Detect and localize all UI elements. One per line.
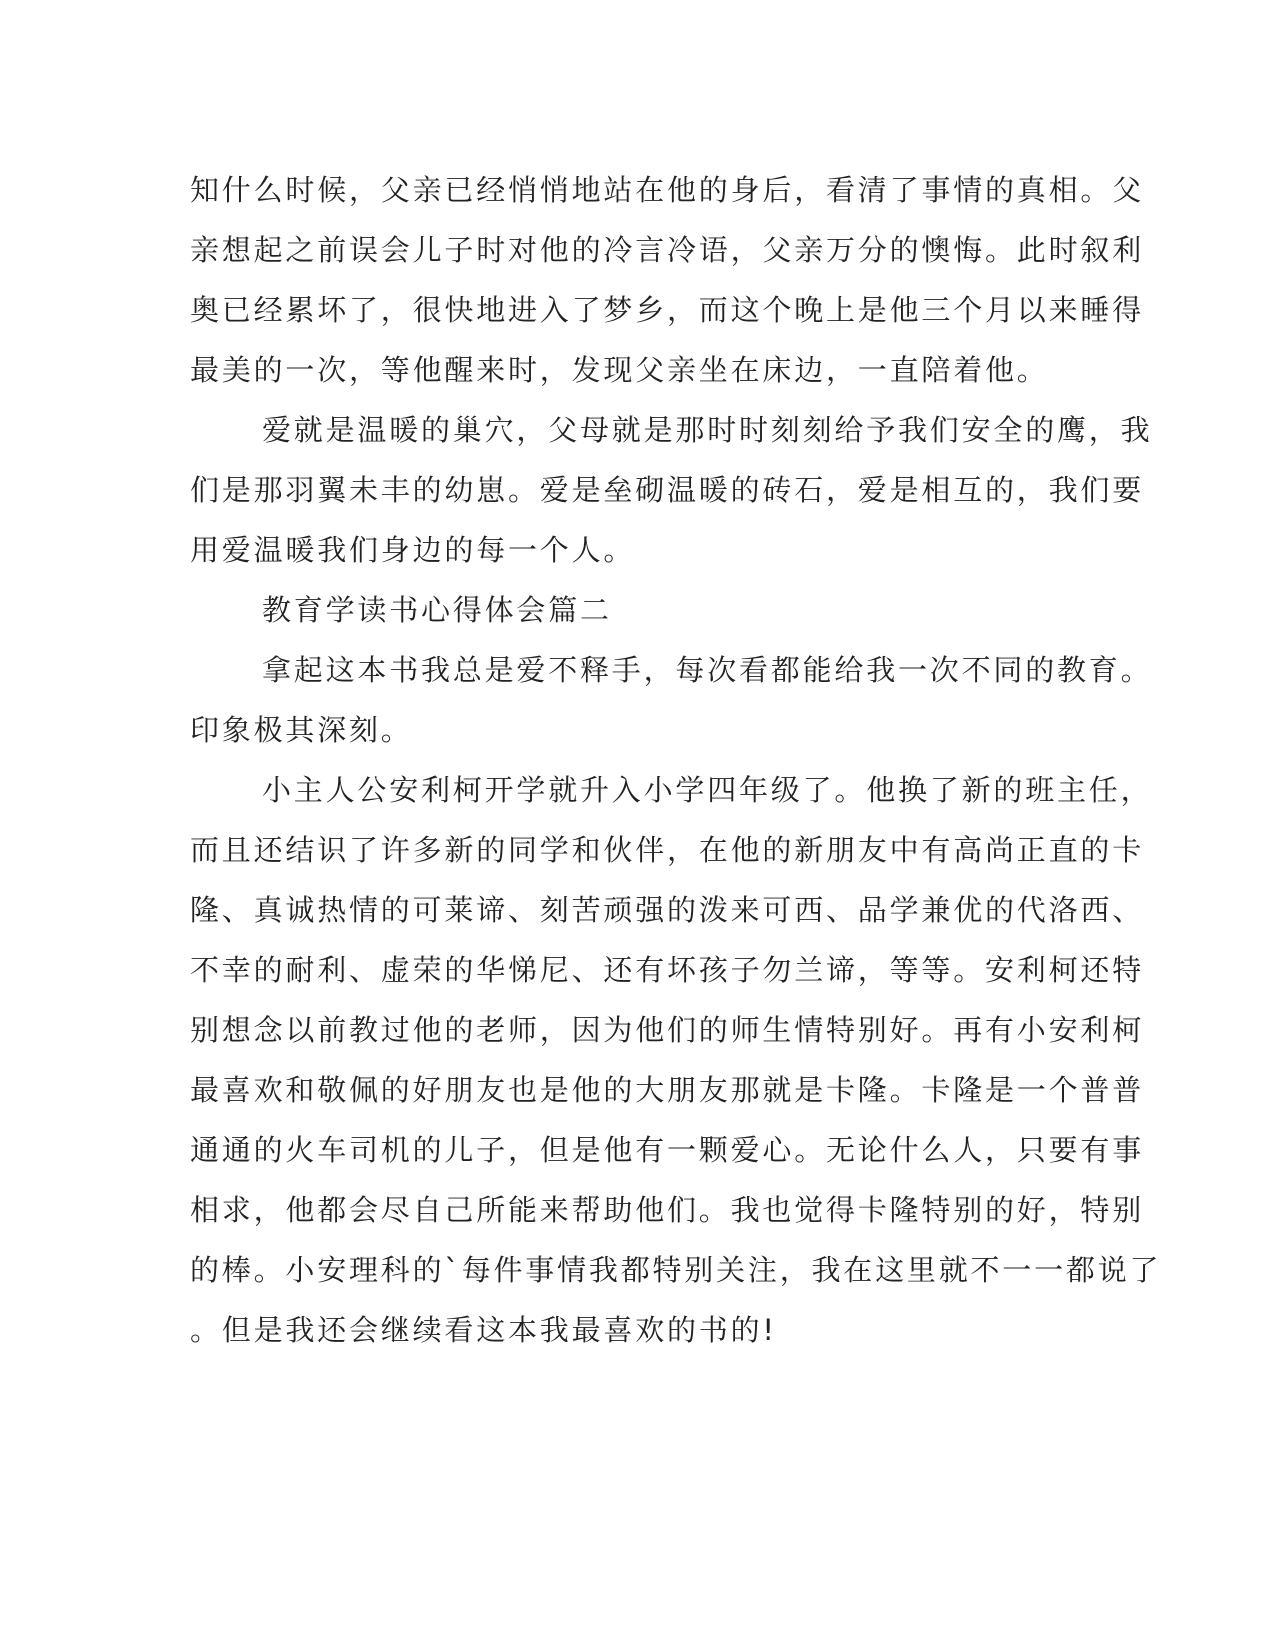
paragraph-first-line: 拿起这本书我总是爱不释手，每次看都能给我一次不同的教育。 bbox=[262, 653, 1153, 687]
text-line: 知什么时候，父亲已经悄悄地站在他的身后，看清了事情的真相。父 bbox=[190, 173, 1145, 207]
text-line: 别想念以前教过他的老师，因为他们的师生情特别好。再有小安利柯 bbox=[190, 1013, 1145, 1047]
document-body bbox=[190, 160, 1162, 1360]
text-line: 们是那羽翼未丰的幼崽。爱是垒砌温暖的砖石，爱是相互的，我们要 bbox=[190, 473, 1145, 507]
section-heading: 教育学读书心得体会篇二 bbox=[262, 593, 612, 627]
text-line: 通通的火车司机的儿子，但是他有一颗爱心。无论什么人，只要有事 bbox=[190, 1133, 1145, 1167]
text-line: 奥已经累坏了，很快地进入了梦乡，而这个晚上是他三个月以来睡得 bbox=[190, 293, 1145, 327]
paragraph-first-line: 小主人公安利柯开学就升入小学四年级了。他换了新的班主任， bbox=[262, 773, 1153, 807]
text-line: 印象极其深刻。 bbox=[190, 713, 413, 747]
paragraph-first-line: 爱就是温暖的巢穴，父母就是那时时刻刻给予我们安全的鹰，我 bbox=[262, 413, 1153, 447]
text-line: 而且还结识了许多新的同学和伙伴，在他的新朋友中有高尚正直的卡 bbox=[190, 833, 1145, 867]
text-line: 相求，他都会尽自己所能来帮助他们。我也觉得卡隆特别的好，特别 bbox=[190, 1193, 1145, 1227]
text-line: 隆、真诚热情的可莱谛、刻苦顽强的泼来可西、品学兼优的代洛西、 bbox=[190, 893, 1145, 927]
text-line: 亲想起之前误会儿子时对他的冷言冷语，父亲万分的懊悔。此时叙利 bbox=[190, 233, 1145, 267]
text-line: 最美的一次，等他醒来时，发现父亲坐在床边，一直陪着他。 bbox=[190, 353, 1049, 387]
text-line: 用爱温暖我们身边的每一个人。 bbox=[190, 533, 636, 567]
text-line: 。但是我还会继续看这本我最喜欢的书的! bbox=[190, 1313, 777, 1347]
text-line: 的棒。小安理科的`每件事情我都特别关注，我在这里就不一一都说了 bbox=[190, 1253, 1162, 1287]
text-line: 最喜欢和敬佩的好朋友也是他的大朋友那就是卡隆。卡隆是一个普普 bbox=[190, 1073, 1145, 1107]
text-line: 不幸的耐利、虚荣的华悌尼、还有坏孩子勿兰谛，等等。安利柯还特 bbox=[190, 953, 1145, 987]
